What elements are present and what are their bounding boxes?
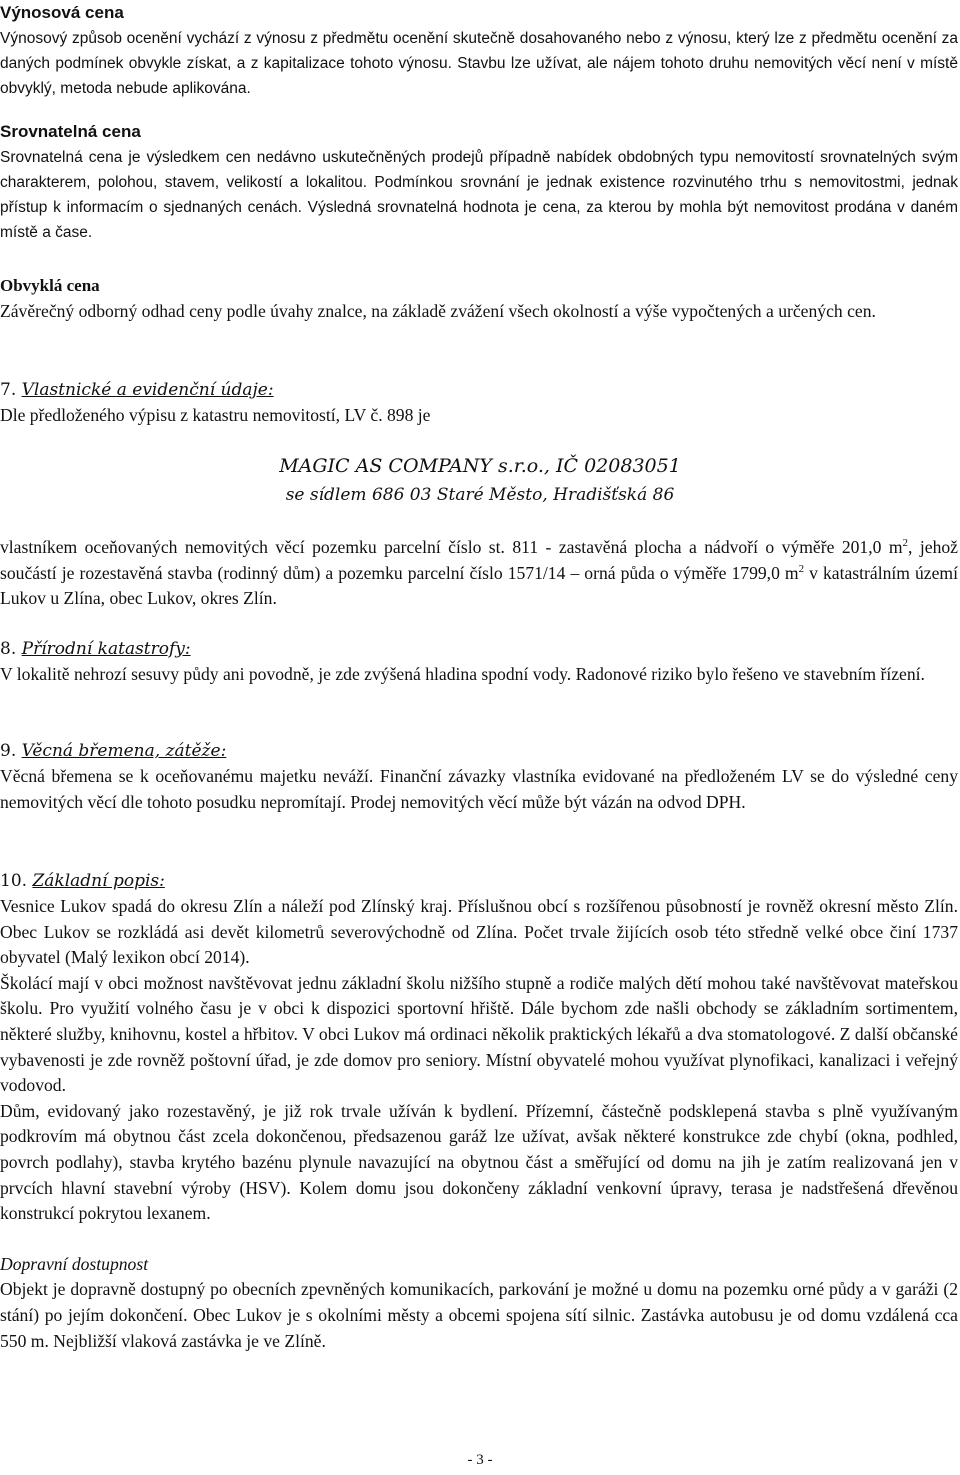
section-7-intro: Dle předloženého výpisu z katastru nemovitostí, LV č. 898 je [0,405,431,425]
section-10-number: 10. [0,871,28,891]
section-8-number: 8. [0,639,17,659]
paragraph-srovnatelna-cena: Srovnatelná cena je výsledkem cen nedávno uskutečněných prodejů případně nabídek obdobných typu nemovitostí srovnatelných svým charakterem, polohou, stavem, velikostí a lokalitou. Podmínkou srovnání je jednak existence rozvinutého trhu s nemovitostmi, jednak přístup k informacím o sjednaných cenách. Výsledná srovnatelná hodnota je cena, za kterou by mohla být nemovitost prodána v daném místě a čase. [0,149,958,241]
ownership-text-a: vlastníkem oceňovaných nemovitých věcí pozemku parcelní číslo st. 811 - zastavěná plocha a nádvoří o výměře 201,0 m [0,537,903,557]
heading-vynosova-cena: Výnosová cena [0,3,124,22]
owner-address-line: se sídlem 686 03 Staré Město, Hradišťská 86 [285,485,675,505]
section-10-heading [0,869,958,894]
section-9-number: 9. [0,741,17,761]
heading-obvykla-cena: Obvyklá cena [0,276,100,295]
superscript-1: 2 [902,537,909,550]
section-8-heading [0,637,958,662]
ownership-paragraph-wrap [0,535,958,612]
section-10-paragraph-2: Školácí mají v obci možnost navštěvovat jednu základní školu nižšího stupně a rodiče malých dětí mohou také navštěvovat mateřskou školu. Pro využití volného času je v obci k dispozici sportovní hřiště. Dále bychom zde našli obchody se základním sortimentem, některé služby, knihovnu, kostel a hřbitov. V obci Lukov má ordinaci několik praktických lékařů a dva stomatologové. Z další občanské vybavenosti je zde rovněž poštovní úřad, je zde domov pro seniory. Místní obyvatelé mohou využívat plynofikaci, kanalizaci i veřejný vodovod. [0,972,958,1096]
section-8 [0,637,958,688]
ownership-text-c: v katastrálním území Lukov u Zlína, obec Lukov, okres Zlín. [0,562,958,609]
section-9-title: Věcná břemena, zátěže: [21,741,227,761]
section-obvykla-cena [0,273,958,325]
section-8-title: Přírodní katastrofy: [21,639,191,659]
section-10-paragraph-3: Dům, evidovaný jako rozestavěný, je již rok trvale užíván k bydlení. Přízemní, částečně podsklepená stavba s plně využívaným podkrovím má obytnou část zcela dokončenou, předsazenou garáž lze užívat, avšak některé konstrukce zde chybí (okna, podhled, povrch podlahy), stavba krytého bazénu plynule navazující na obytnou část a směřující od domu na jih je zatím realizovaná jen v prvcích hlavní stavební výroby (HSV). Kolem domu jsou dokončeny základní venkovní úpravy, terasa je nadstřešená dřevěnou konstrukcí pokrytou lexanem. [0,1100,958,1224]
superscript-2: 2 [798,562,805,575]
paragraph-vynosova-cena: Výnosový způsob ocenění vychází z výnosu z předmětu ocenění skutečně dosahovaného nebo z výnosu, který lze z předmětu ocenění za daných podmínek obvykle získat, a z kapitalizace tohoto výnosu. Stavbu lze užívat, ale nájem tohoto druhu nemovitých věcí není v místě obvyklý, metoda nebude aplikována. [0,30,958,97]
section-7-number: 7. [0,380,17,400]
section-9-heading [0,739,958,764]
ownership-paragraph [0,535,958,612]
ownership-text-b: , jehož součástí je rozestavěná stavba (rodinný dům) a pozemku parcelní číslo 1571/14 – orná půda o výměře 1799,0 m [0,537,958,583]
section-7-heading [0,378,958,403]
section-10-paragraph-4: Objekt je dopravně dostupný po obecních zpevněných komunikacích, parkování je možné u domu na pozemku orné půdy a v garáži (2 stání) po jejím dokončení. Obec Lukov je s okolními městy a obcemi spojena sítí silnic. Zastávka autobusu je od domu vzdálená cca 550 m. Nejbližší vlaková zastávka je ve Zlíně. [0,1279,958,1351]
heading-srovnatelna-cena: Srovnatelná cena [0,122,141,141]
page-number: - 3 - [467,1452,493,1468]
section-vynosova-cena [0,0,958,101]
section-7-title: Vlastnické a evidenční údaje: [21,380,274,400]
section-10 [0,869,958,1354]
section-10-title: Základní popis: [32,871,165,891]
section-9 [0,739,958,815]
section-9-paragraph: Věcná břemena se k oceňovanému majetku neváží. Finanční závazky vlastníka evidované na předloženém LV se do výsledné ceny nemovitých věcí dle tohoto posudku nepromítají. Prodej nemovitých věcí může být vázán na odvod DPH. [0,766,958,812]
section-7 [0,378,958,429]
transport-subheading: Dopravní dostupnost [0,1253,149,1274]
paragraph-obvykla-cena: Závěrečný odborný odhad ceny podle úvahy znalce, na základě zvážení všech okolností a výše vypočtených a určených cen. [0,301,876,321]
section-8-paragraph: V lokalitě nehrozí sesuvy půdy ani povodně, je zde zvýšená hladina spodní vody. Radonové riziko bylo řešeno ve stavebním řízení. [0,664,925,684]
owner-name-line: MAGIC AS COMPANY s.r.o., IČ 02083051 [279,455,681,477]
section-srovnatelna-cena [0,119,958,245]
section-10-paragraph-1: Vesnice Lukov spadá do okresu Zlín a náleží pod Zlínský kraj. Příslušnou obcí s rozšířenou působností je rovněž okresní město Zlín. Obec Lukov se rozkládá asi devět kilometrů severovýchodně od Zlína. Počet trvale žijících osob této středně velké obce činí 1737 obyvatel (Malý lexikon obcí 2014). [0,896,958,968]
